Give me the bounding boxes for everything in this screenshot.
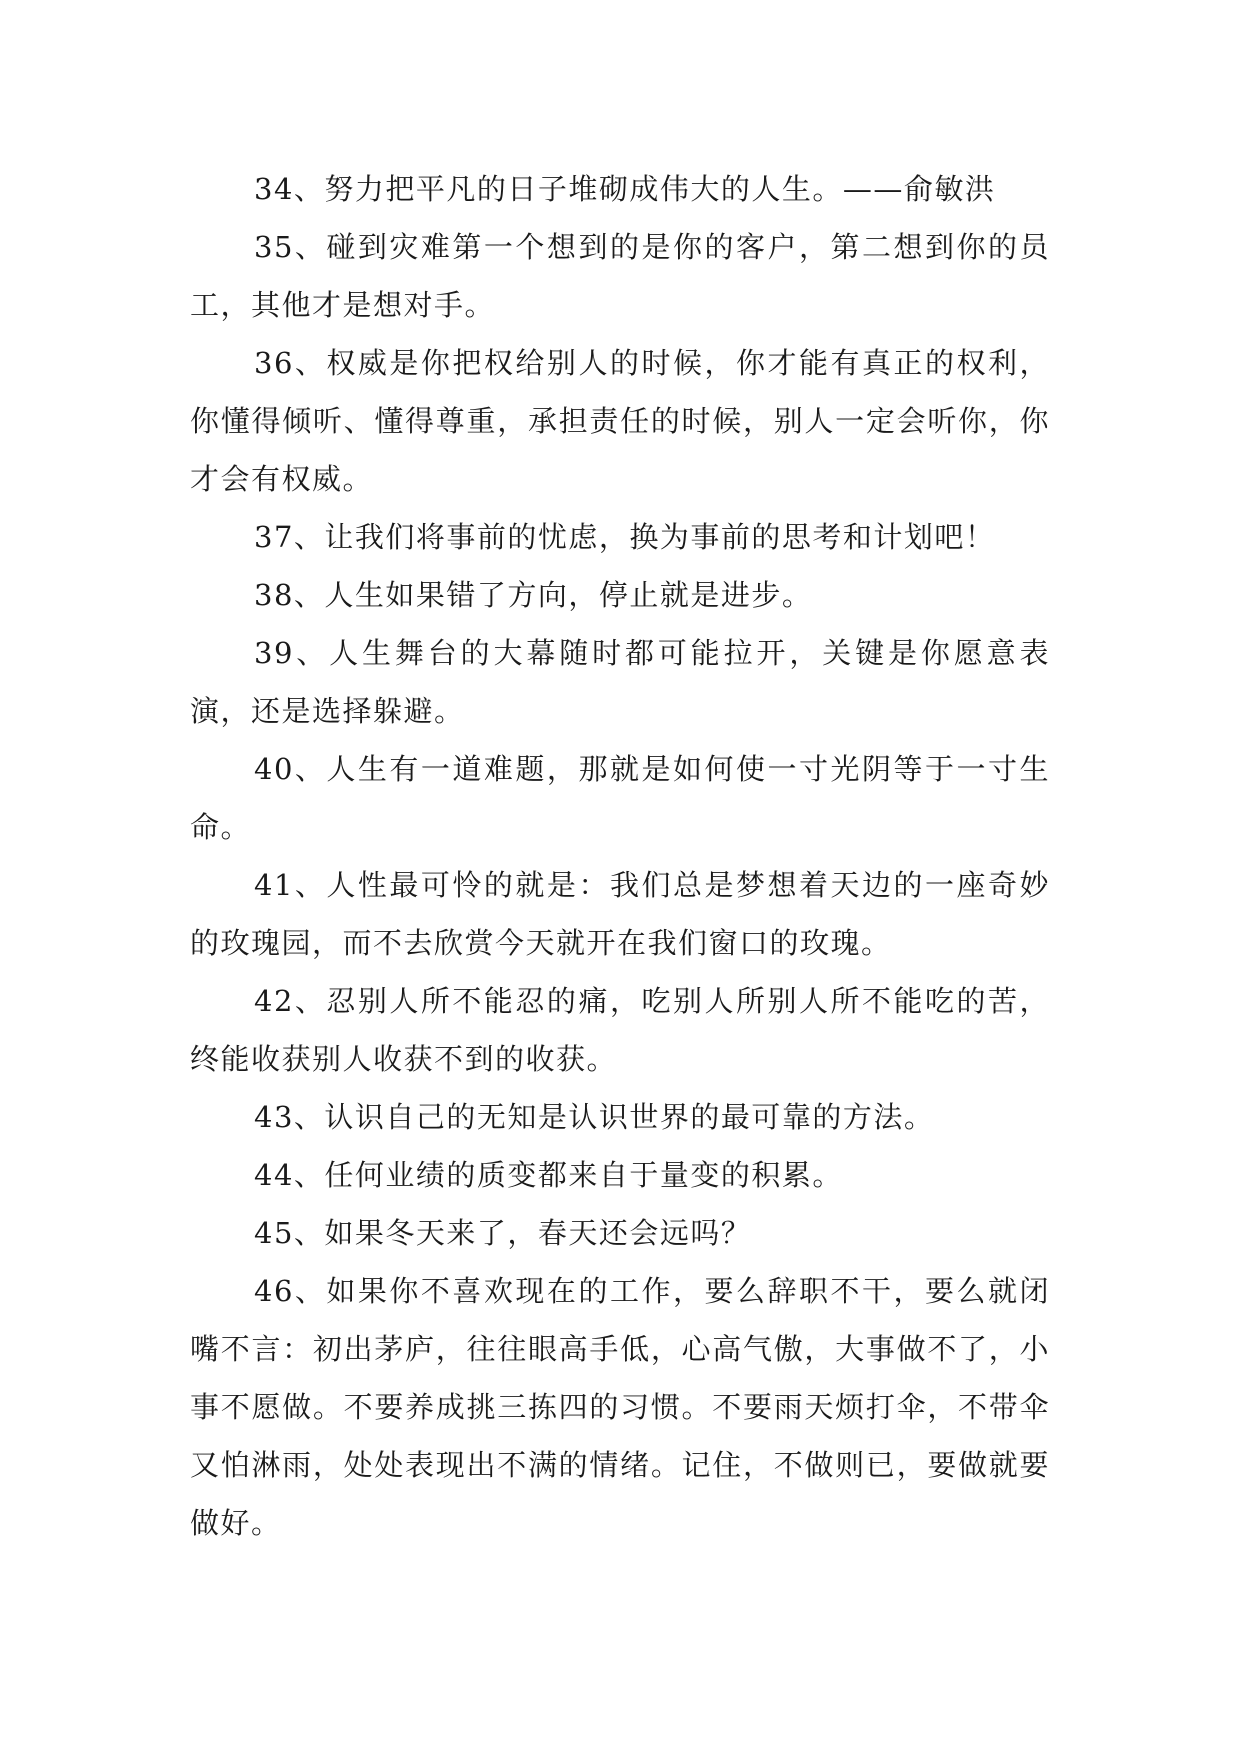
quote-paragraph-40: 40、人生有一道难题，那就是如何使一寸光阴等于一寸生命。 — [190, 752, 1050, 844]
quote-paragraph-44: 44、任何业绩的质变都来自于量变的积累。 — [254, 1158, 843, 1192]
quote-paragraph-46: 46、如果你不喜欢现在的工作，要么辞职不干，要么就闭嘴不言：初出茅庐，往往眼高手低，心高气傲，大事做不了，小事不愿做。不要养成挑三拣四的习惯。不要雨天烦打伞，不带伞又怕淋雨，处处表现出不满的情绪。记住，不做则已，要做就要做好。 — [190, 1274, 1050, 1540]
quote-paragraph-43: 43、认识自己的无知是认识世界的最可靠的方法。 — [254, 1100, 935, 1134]
quote-paragraph-38: 38、人生如果错了方向，停止就是进步。 — [254, 578, 813, 612]
quote-paragraph-36: 36、权威是你把权给别人的时候，你才能有真正的权利，你懂得倾听、懂得尊重，承担责任的时候，别人一定会听你，你才会有权威。 — [190, 346, 1050, 496]
quote-paragraph-34: 34、努力把平凡的日子堆砌成伟大的人生。——俞敏洪 — [254, 172, 996, 206]
quote-paragraph-37: 37、让我们将事前的忧虑，换为事前的思考和计划吧！ — [254, 520, 996, 554]
quote-paragraph-35: 35、碰到灾难第一个想到的是你的客户，第二想到你的员工，其他才是想对手。 — [190, 230, 1050, 322]
quote-paragraph-42: 42、忍别人所不能忍的痛，吃别人所别人所不能吃的苦，终能收获别人收获不到的收获。 — [190, 984, 1050, 1076]
quote-paragraph-41: 41、人性最可怜的就是：我们总是梦想着天边的一座奇妙的玫瑰园，而不去欣赏今天就开在我们窗口的玫瑰。 — [190, 868, 1050, 960]
quote-paragraph-45: 45、如果冬天来了，春天还会远吗？ — [254, 1216, 752, 1250]
quote-paragraph-39: 39、人生舞台的大幕随时都可能拉开，关键是你愿意表演，还是选择躲避。 — [190, 636, 1050, 728]
document-body — [190, 160, 1050, 1552]
